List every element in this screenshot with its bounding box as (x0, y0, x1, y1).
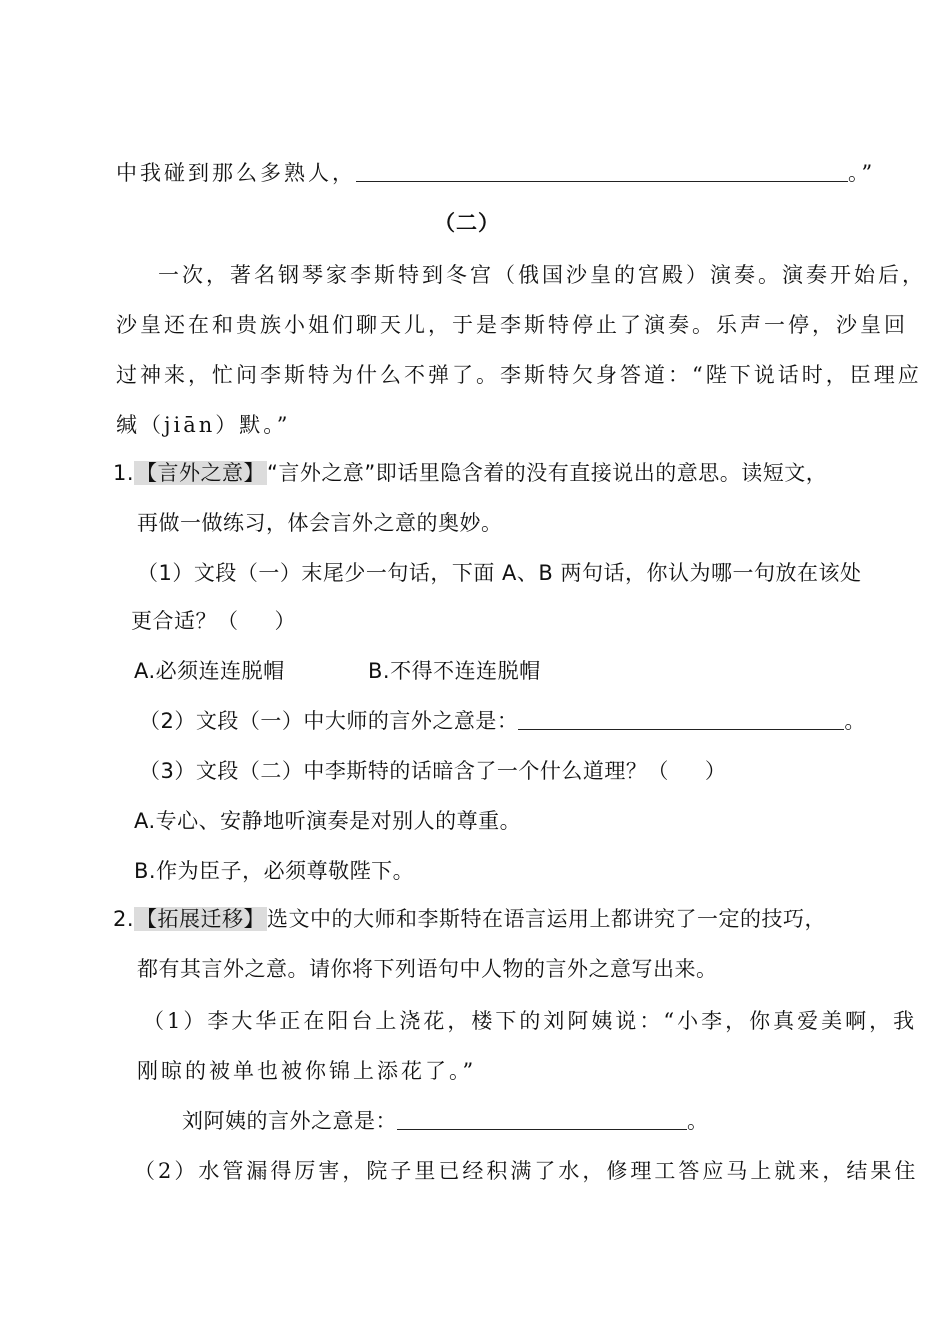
passage2-line-1: 一次，著名钢琴家李斯特到冬宫（俄国沙皇的宫殿）演奏。演奏开始后， (158, 263, 926, 287)
q2-stem-line-1 (113, 904, 826, 934)
q2-answer-fill-blank[interactable] (397, 1109, 687, 1130)
passage2-line-4: 缄（jiān）默。” (116, 413, 291, 437)
q2-tag: 【拓展迁移】 (136, 907, 266, 931)
passage1-last-line-start: 中我碰到那么多熟人， (116, 161, 356, 185)
q2-sub2-line-1: （2）水管漏得厉害，院子里已经积满了水，修理工答应马上就来，结果住 (134, 1159, 919, 1183)
q1-stem-line-1 (113, 458, 827, 488)
q1-sub2-text: （2）文段（一）中大师的言外之意是： (139, 709, 519, 733)
passage2-line-2: 沙皇还在和贵族小姐们聊天儿，于是李斯特停止了演奏。乐声一停，沙皇回 (116, 313, 908, 337)
q1-stem-line-2: 再做一做练习，体会言外之意的奥妙。 (137, 511, 503, 535)
q1-sub2-end: 。 (844, 709, 866, 733)
q1-sub3-text-a: （3）文段（二）中李斯特的话暗含了一个什么道理？（ (139, 759, 669, 783)
passage2-line-3: 过神来，忙问李斯特为什么不弹了。李斯特欠身答道：“陛下说话时，臣理应 (116, 363, 922, 387)
q1-tag: 【言外之意】 (136, 461, 266, 485)
q1-option-a: A.必须连连脱帽 (134, 659, 285, 683)
q1-number: 1. (113, 461, 135, 485)
q2-number: 2. (113, 907, 135, 931)
q1-sub3-option-b: B.作为臣子，必须尊敬陛下。 (134, 859, 415, 883)
q1-sub1-text-a: 更合适？（ (131, 609, 239, 633)
q2-stem-line-2: 都有其言外之意。请你将下列语句中人物的言外之意写出来。 (137, 957, 718, 981)
q2-sub1-line-2: 刚晾的被单也被你锦上添花了。” (137, 1059, 477, 1083)
passage1-last-line-end: 。” (848, 161, 876, 185)
q1-sub1-line-2 (131, 606, 296, 636)
q2-answer-text: 刘阿姨的言外之意是： (182, 1109, 397, 1133)
q1-sub3-option-a: A.专心、安静地听演奏是对别人的尊重。 (134, 809, 522, 833)
q2-sub1-line-1: （1）李大华正在阳台上浇花，楼下的刘阿姨说：“小李，你真爱美啊，我 (143, 1009, 918, 1033)
q2-stem-text-1: 选文中的大师和李斯特在语言运用上都讲究了一定的技巧， (267, 907, 827, 931)
q2-answer-line (182, 1106, 709, 1136)
q1-stem-text-1: “言外之意”即话里隐含着的没有直接说出的意思。读短文， (267, 461, 828, 485)
q1-sub2-line (139, 706, 866, 736)
q1-sub3-line (139, 756, 726, 786)
q1-sub3-text-b: ） (704, 759, 727, 783)
passage1-fill-blank[interactable] (356, 161, 848, 182)
passage1-last-line (116, 158, 875, 188)
passage2-heading: （二） (434, 210, 500, 235)
q1-sub1-line-1: （1）文段（一）末尾少一句话，下面 A、B 两句话，你认为哪一句放在该处 (137, 561, 862, 585)
q1-option-b: B.不得不连连脱帽 (368, 659, 541, 683)
q1-sub1-text-b: ） (274, 609, 296, 633)
q2-answer-end: 。 (687, 1109, 709, 1133)
q1-sub2-fill-blank[interactable] (518, 709, 844, 730)
